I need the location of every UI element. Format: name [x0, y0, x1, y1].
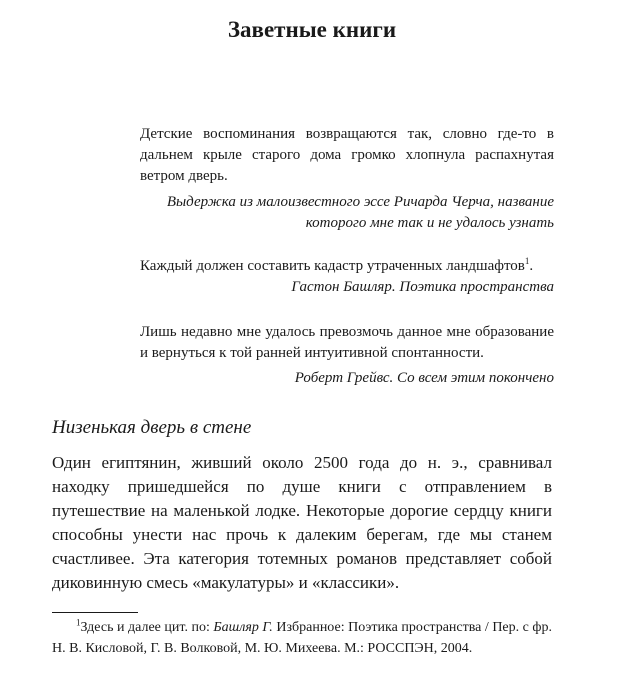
footnote [52, 617, 552, 659]
page-title: Заветные книги [227, 17, 397, 42]
footnote-author: Башляр Г. [213, 620, 273, 635]
epigraph-3-source: Роберт Грейвс. Со всем этим покончено [294, 370, 554, 386]
body-paragraph: Один египтянин, живший около 2500 года до н. э., сравнивал находку пришедшейся по душе книги с отправлением в путешествие на маленькой лодке. Некоторые дорогие сердцу книги способны унести нас прочь к далеким берегам, где мы станем счастливее. Эта категория тотемных романов представляет собой диковинную смесь «макулатуры» и «классики». [52, 453, 552, 592]
footnote-ref: 1 [524, 256, 530, 266]
epigraph-3-text: Лишь недавно мне удалось превозмочь данное мне образование и вернуться к той ранней интуитивной спонтанности. [140, 324, 554, 361]
epigraph-2 [140, 256, 554, 298]
footnote-rest: Избранное: Поэтика пространства / Пер. с фр. Н. В. Кисловой, Г. В. Волковой, М. Ю. Михеева. М.: РОССПЭН, 2004. [52, 620, 553, 656]
footnote-divider [52, 612, 138, 613]
footnote-prefix: Здесь и далее цит. по: [80, 620, 214, 635]
section-heading: Низенькая дверь в стене [52, 417, 252, 438]
epigraph-2-source: Гастон Башляр. Поэтика пространства [291, 279, 554, 295]
epigraph-1-text: Детские воспоминания возвращаются так, словно где-то в дальнем крыле старого дома громко хлопнула распахнутая ветром дверь. [140, 126, 554, 184]
epigraph-2-end: . [529, 258, 534, 274]
epigraph-2-text [140, 256, 554, 277]
epigraph-3 [140, 322, 554, 389]
epigraph-1 [140, 124, 554, 234]
epigraph-2-quote: Каждый должен составить кадастр утраченных ландшафтов [140, 258, 525, 274]
epigraph-1-source: Выдержка из малоизвестного эссе Ричарда Черча, название которого мне так и не удалось узнать [166, 194, 554, 231]
footnote-number: 1 [76, 617, 81, 628]
